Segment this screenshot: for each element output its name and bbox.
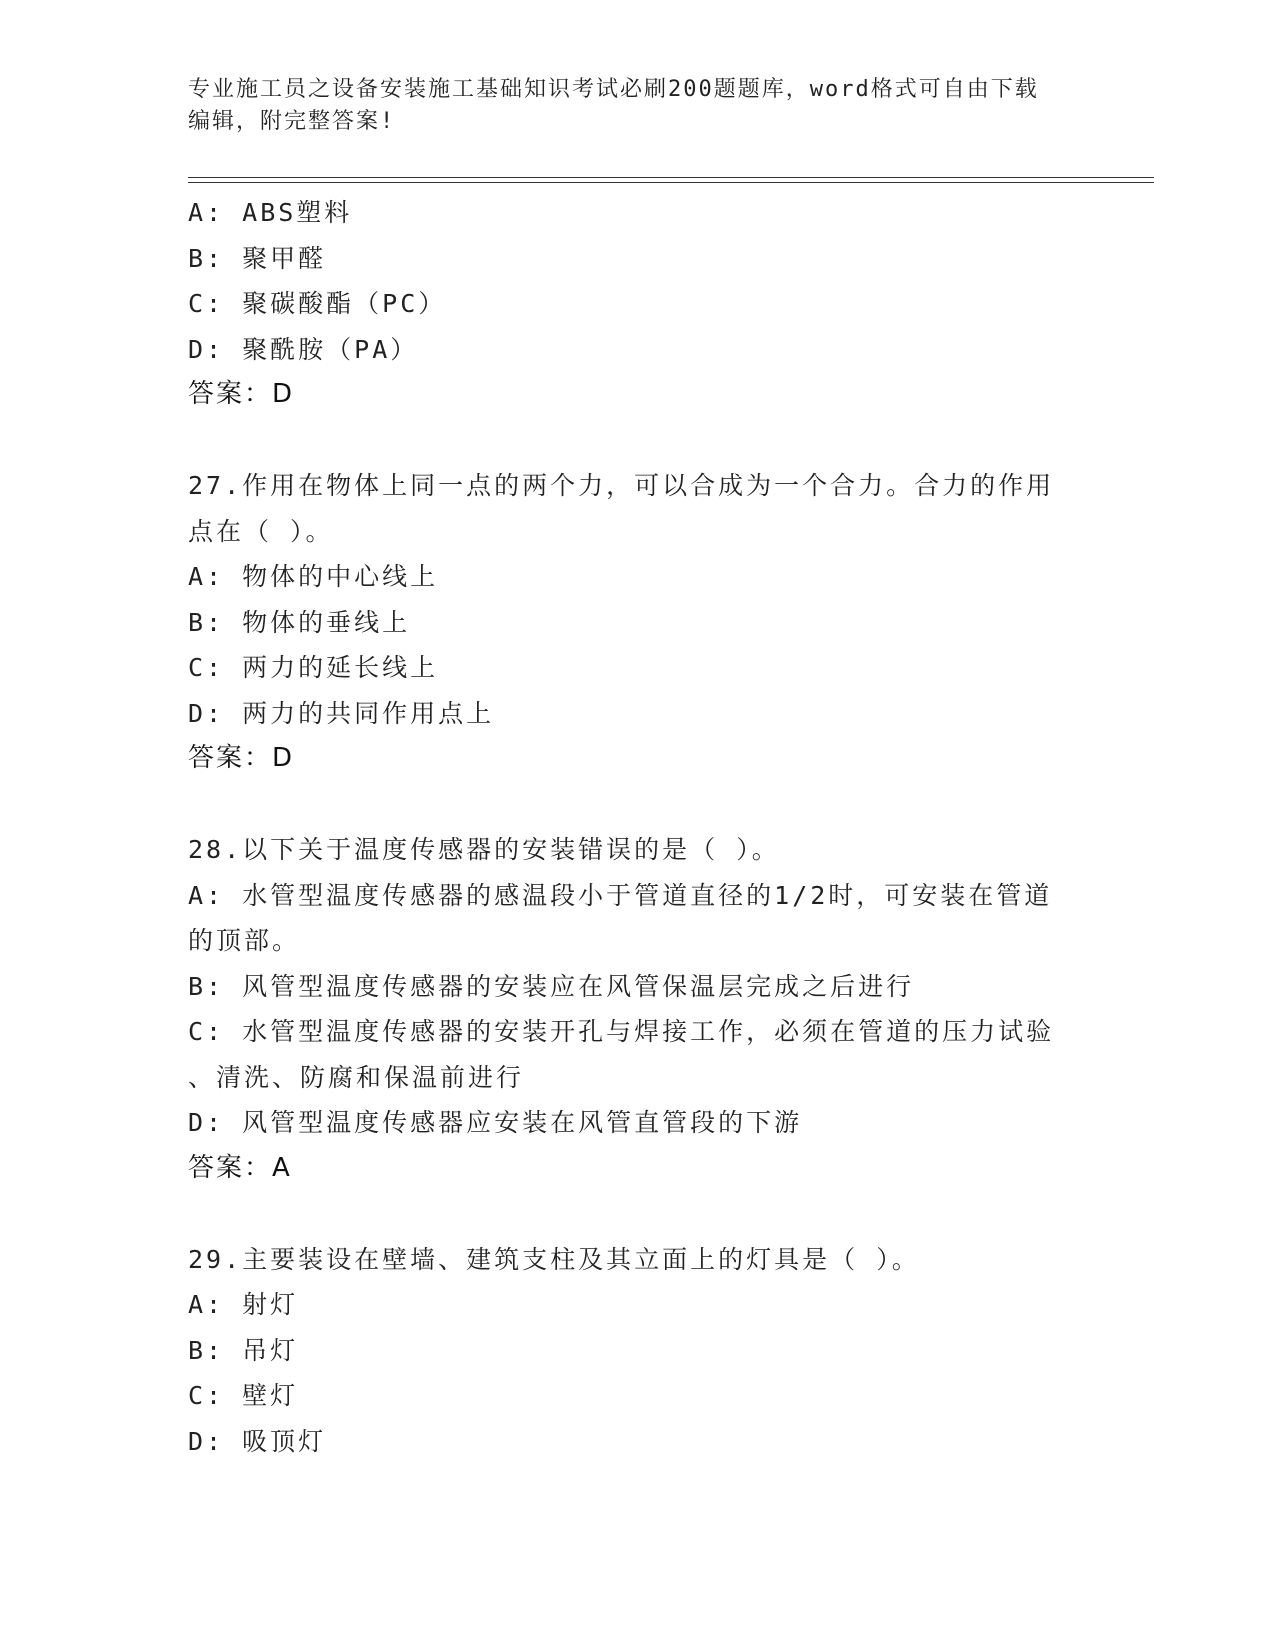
question-content (188, 190, 1088, 1464)
question-27-block (188, 463, 1088, 782)
option-a: A: 物体的中心线上 (188, 562, 439, 591)
option-c: C: 壁灯 (188, 1381, 299, 1410)
question-stem-line-1: 27.作用在物体上同一点的两个力，可以合成为一个合力。合力的作用 (188, 471, 1055, 500)
option-a-line-1: A: 水管型温度传感器的感温段小于管道直径的1/2时，可安装在管道 (188, 880, 1053, 910)
option-d: D: 吸顶灯 (188, 1426, 327, 1456)
option-d: D: 聚酰胺（PA） (188, 334, 419, 364)
option-b: B: 物体的垂线上 (188, 607, 411, 637)
question-26-block (188, 190, 1088, 418)
option-c: C: 两力的延长线上 (188, 653, 439, 682)
header-title-line-1: 专业施工员之设备安装施工基础知识考试必刷200题题库，word格式可自由下载 (188, 77, 1039, 102)
option-b: B: 聚甲醛 (188, 243, 327, 273)
option-b: B: 风管型温度传感器的安装应在风管保温层完成之后进行 (188, 971, 915, 1001)
answer-label: 答案：D (188, 743, 295, 773)
spacer (188, 782, 1088, 828)
answer-label: 答案：A (188, 1152, 292, 1183)
option-c-line-1: C: 水管型温度传感器的安装开孔与焊接工作，必须在管道的压力试验 (188, 1017, 1055, 1046)
question-stem: 28.以下关于温度传感器的安装错误的是（ ）。 (188, 835, 780, 864)
option-a: A: 射灯 (188, 1290, 299, 1319)
header-divider-bottom (188, 182, 1154, 183)
document-header (188, 74, 1068, 138)
question-28-block (188, 827, 1088, 1191)
option-b: B: 吊灯 (188, 1335, 299, 1365)
answer-label: 答案：D (188, 379, 295, 409)
question-stem-line-2: 点在（ ）。 (188, 516, 334, 546)
header-divider-top (188, 177, 1154, 178)
spacer (188, 1191, 1088, 1237)
option-d: D: 风管型温度传感器应安装在风管直管段的下游 (188, 1108, 803, 1137)
option-d: D: 两力的共同作用点上 (188, 698, 495, 728)
option-c: C: 聚碳酸酯（PC） (188, 289, 447, 318)
spacer (188, 418, 1088, 464)
option-c-line-2: 、清洗、防腐和保温前进行 (188, 1062, 525, 1092)
option-a: A: ABS塑料 (188, 198, 353, 227)
question-stem: 29.主要装设在壁墙、建筑支柱及其立面上的灯具是（ ）。 (188, 1244, 920, 1274)
header-title-line-2: 编辑，附完整答案! (188, 109, 396, 134)
option-a-line-2: 的顶部。 (188, 926, 301, 955)
question-29-block (188, 1237, 1088, 1465)
